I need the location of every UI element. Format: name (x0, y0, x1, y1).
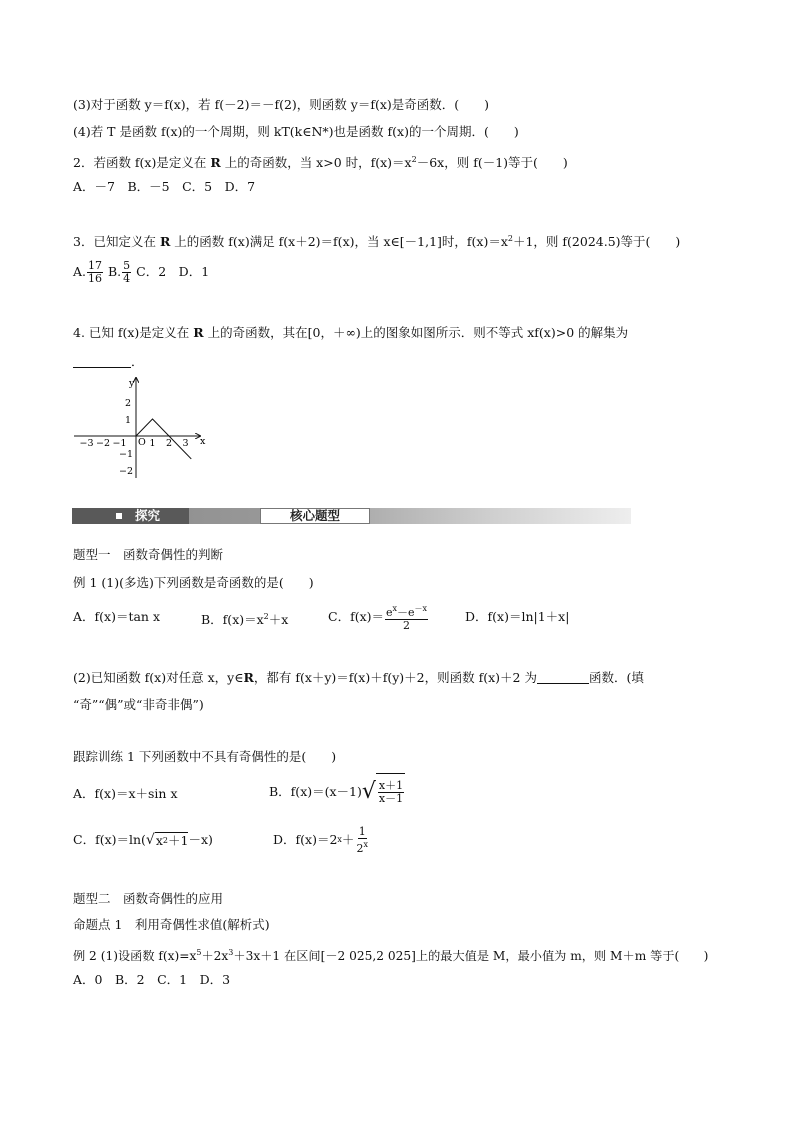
option-d (273, 822, 370, 858)
y-tick-label: −1 (119, 449, 134, 460)
fraction-denominator: 2 (403, 619, 411, 632)
option-b (201, 602, 288, 635)
options-c-d: C．2 D．1 (136, 264, 210, 279)
radical-sign-icon: √ (145, 832, 155, 848)
exponent: 5 (196, 948, 202, 957)
radicand (155, 832, 189, 848)
option-d-text: ＋ (341, 832, 355, 847)
numerator-part: e (386, 606, 393, 619)
fraction-denominator: 4 (123, 272, 131, 285)
option-a: A．f(x)＝x＋sin x (73, 786, 178, 801)
answer-blank (537, 671, 589, 684)
fraction-17-16 (87, 260, 103, 285)
q4-text: 上的奇函数，其在[0，＋∞)上的图象如图所示．则不等式 xf(x)>0 的解集为 (203, 325, 629, 340)
option-b-text: B．f(x)＝(x－1) (269, 784, 362, 799)
option-d-text: D．f(x)＝2 (273, 832, 338, 847)
function-graph (72, 372, 212, 484)
option-d: D．f(x)＝ln|1＋x| (465, 609, 570, 624)
set-r: R (243, 670, 254, 685)
option-b-text: ＋x (268, 612, 289, 627)
x-tick-label: 1 (149, 438, 156, 449)
question-2-options: A．－7 B．－5 C．5 D．7 (73, 179, 256, 194)
fraction (355, 826, 369, 855)
question-3 (73, 231, 680, 250)
q4-period: ． (131, 354, 144, 369)
section-1-title: 题型一 函数奇偶性的判断 (73, 547, 224, 562)
banner-tag (260, 508, 370, 524)
ex2-text: 例 2 (1)设函数 f(x)=x (73, 949, 197, 963)
option-b-label: B. (108, 264, 122, 279)
example-2-1 (73, 945, 708, 964)
statement-4: (4)若 T 是函数 f(x)的一个周期，则 kT(k∈N*)也是函数 f(x)的一个周期．( ) (73, 124, 519, 139)
exponent: 2 (162, 836, 168, 845)
example-1-options (73, 602, 733, 632)
fraction-numerator: 1 (358, 824, 366, 838)
fraction-denominator: 16 (88, 272, 103, 285)
banner-title: 探究 (135, 508, 161, 523)
x-tick-label: −1 (112, 438, 127, 449)
square-root (146, 832, 189, 848)
question-4-answer-line (73, 354, 144, 370)
section-banner (72, 508, 631, 524)
radicand-text: x (155, 833, 163, 848)
proposition-1: 命题点 1 利用奇偶性求值(解析式) (73, 917, 270, 932)
option-c (73, 832, 213, 848)
radicand (376, 773, 405, 811)
x-tick-label: 3 (182, 438, 189, 449)
x-tick-label: 2 (166, 438, 173, 449)
square-root (362, 773, 405, 811)
y-axis-label: y (129, 378, 135, 389)
banner-tag-label: 核心题型 (289, 508, 340, 523)
answer-blank (73, 355, 131, 368)
x-tick-label: −3 (79, 438, 94, 449)
exponent: x (392, 604, 398, 613)
radical-sign-icon: √ (361, 779, 376, 804)
example-1-2 (73, 670, 644, 686)
q3-text: 3．已知定义在 (73, 234, 160, 249)
option-c-text: C．f(x)＝ (328, 609, 384, 624)
option-c-text: C．f(x)＝ln( (73, 832, 146, 847)
exponent: x (363, 839, 368, 849)
question-3-options (73, 258, 209, 286)
exponent: －x (414, 604, 428, 613)
q2-text: 上的奇函数，当 x>0 时，f(x)＝x (220, 155, 412, 170)
question-2 (73, 152, 568, 171)
q3-text: ＋1，则 f(2024.5)等于( ) (512, 234, 681, 249)
ex1-2-text: 函数．(填 (588, 670, 644, 685)
exponent: x (337, 835, 342, 844)
fraction-numerator (385, 603, 428, 620)
option-a-label: A. (73, 264, 87, 279)
option-b-text: B．f(x)＝x (201, 612, 264, 627)
radicand-text: ＋1 (168, 833, 189, 848)
ex2-text: ＋3x＋1 在区间[－2 025,2 025]上的最大值是 M，最小值为 m，则 M＋m 等于( ) (233, 949, 709, 963)
example-1-2-hint: “奇”“偶”或“非奇非偶”) (73, 697, 204, 712)
example-2-options: A．0 B．2 C．1 D．3 (73, 972, 231, 987)
statement-3: (3)对于函数 y＝f(x)，若 f(－2)＝－f(2)，则函数 y＝f(x)是奇函数．( ) (73, 97, 490, 112)
x-axis-label: x (200, 436, 206, 447)
q3-exponent: 2 (507, 234, 513, 243)
tracking-exercise-1: 跟踪训练 1 下列函数中不具有奇偶性的是( ) (73, 749, 337, 764)
origin-label: O (138, 437, 146, 448)
denominator-base: 2 (356, 841, 364, 855)
exponent: 3 (228, 948, 234, 957)
option-c (328, 602, 429, 632)
question-4 (73, 325, 628, 341)
ex2-text: ＋2x (201, 949, 229, 963)
q3-text: 上的函数 f(x)满足 f(x＋2)＝f(x)，当 x∈[－1,1]时，f(x)＝x (170, 234, 508, 249)
option-b (269, 772, 405, 812)
q2-set-r: R (210, 155, 221, 170)
q3-set-r: R (159, 234, 171, 249)
section-2-title: 题型二 函数奇偶性的应用 (73, 891, 224, 906)
q2-text: －6x，则 f(－1)等于( ) (416, 155, 568, 170)
exponent: 2 (263, 612, 269, 621)
fraction-denominator (355, 839, 369, 855)
tracking-options-ab (73, 772, 673, 812)
fraction-numerator: x＋1 (378, 779, 404, 792)
fraction-5-4 (122, 260, 131, 285)
x-tick-label: −2 (96, 438, 111, 449)
fraction-numerator: 5 (123, 259, 131, 272)
banner-dark-block (72, 508, 189, 524)
option-c-text: －x) (188, 832, 213, 847)
q4-text: 4. 已知 f(x)是定义在 (73, 325, 194, 340)
y-tick-label: −2 (119, 466, 134, 477)
option-a: A．f(x)＝tan x (73, 609, 161, 624)
square-bullet-icon (116, 513, 122, 519)
fraction-denominator: x－1 (378, 792, 404, 805)
fraction (385, 603, 428, 632)
fraction (378, 780, 404, 805)
q2-text: 2．若函数 f(x)是定义在 (73, 155, 211, 170)
example-1-1: 例 1 (1)(多选)下列函数是奇函数的是( ) (73, 575, 314, 590)
y-tick-label: 1 (125, 415, 132, 426)
fraction-numerator: 17 (88, 259, 103, 272)
numerator-part: －e (397, 606, 415, 619)
ex1-2-text: (2)已知函数 f(x)对任意 x，y∈ (73, 670, 244, 685)
q4-set-r: R (193, 325, 204, 340)
y-tick-label: 2 (125, 398, 132, 409)
tracking-options-cd (73, 822, 673, 858)
ex1-2-text: ，都有 f(x＋y)＝f(x)＋f(y)＋2，则函数 f(x)＋2 为 (253, 670, 537, 685)
q2-exponent: 2 (411, 155, 417, 164)
